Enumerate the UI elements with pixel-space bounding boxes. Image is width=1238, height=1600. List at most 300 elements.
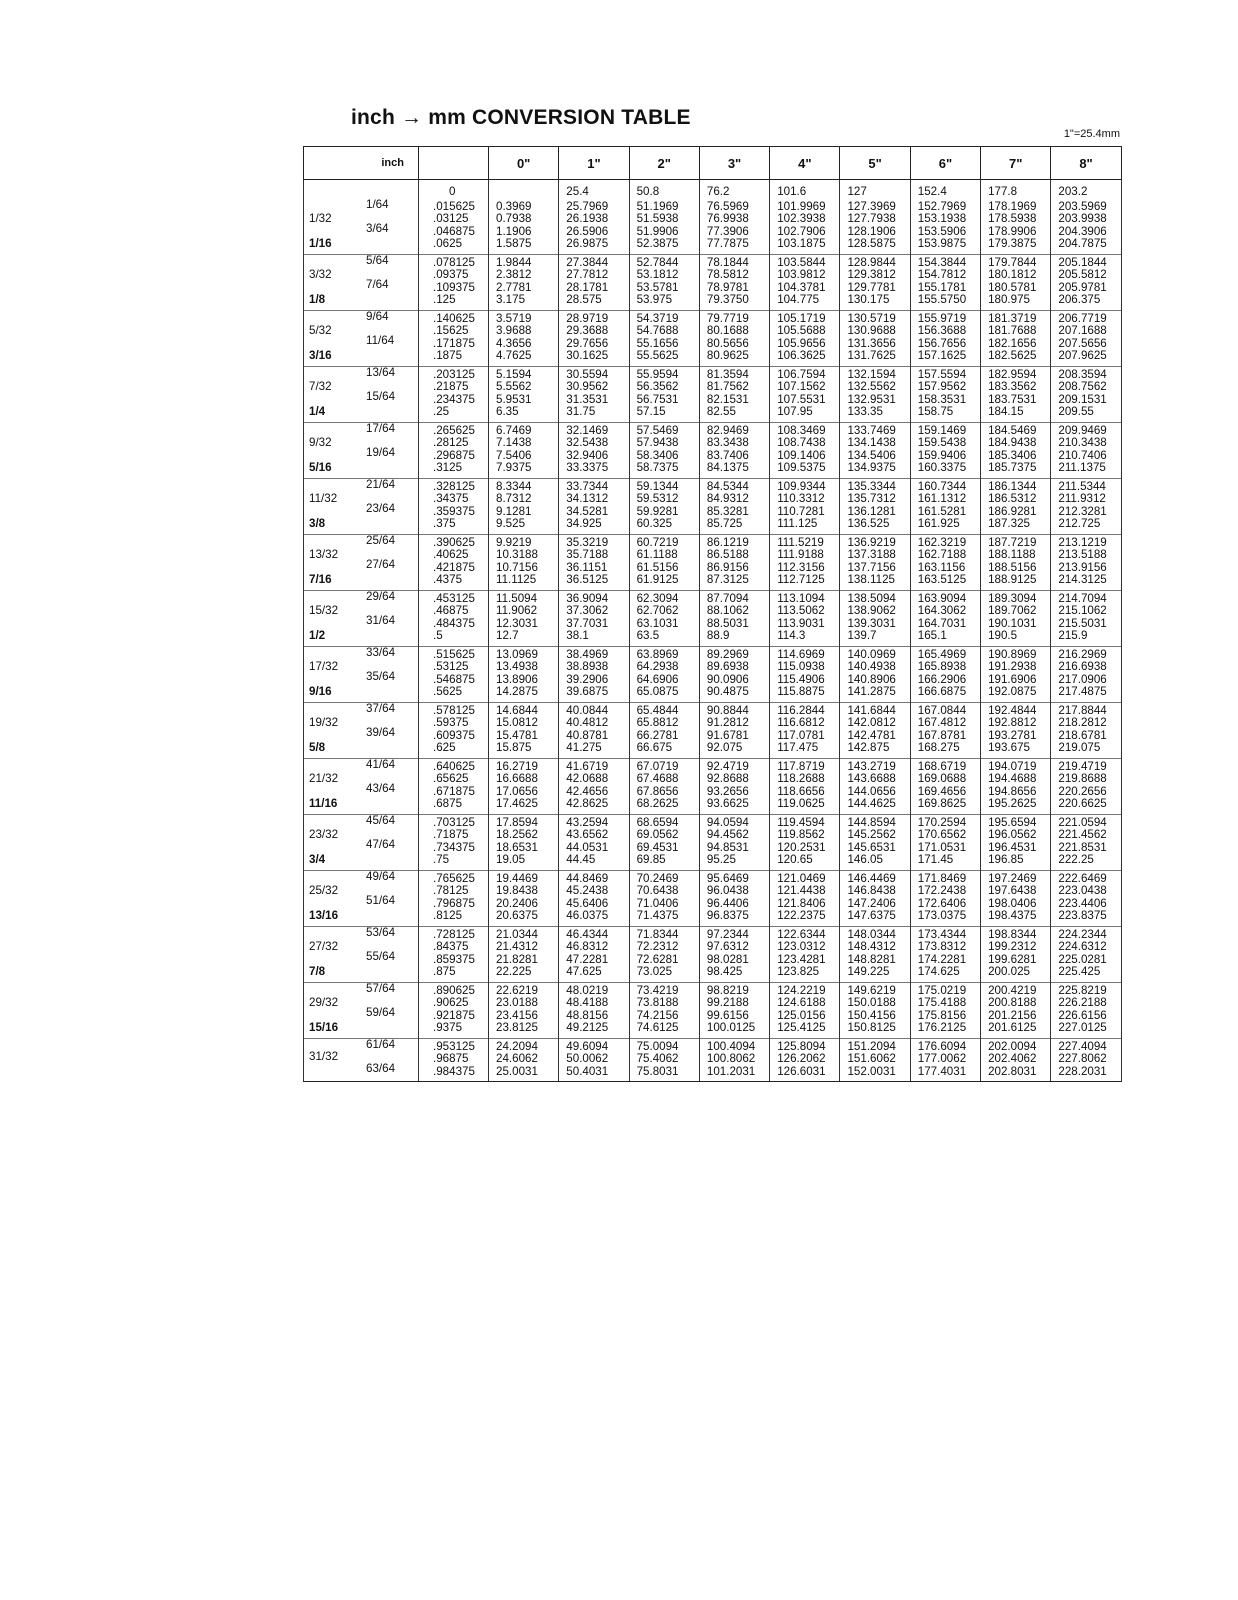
- value-cell: [770, 366, 840, 422]
- mm-value: 108.7438: [777, 436, 826, 449]
- inch-cell: [304, 422, 419, 478]
- mm-value: 34.1312: [566, 492, 609, 505]
- fraction-64-label: 5/64: [366, 253, 389, 267]
- decimal-value: .875: [433, 965, 456, 978]
- mm-value: 47.625: [566, 965, 602, 978]
- inch-cell: [304, 180, 419, 199]
- mm-value: 167.4812: [917, 716, 967, 729]
- decimal-cell: [419, 590, 489, 646]
- mm-value: 0.3969: [496, 199, 532, 213]
- mm-value: 98.0281: [706, 952, 749, 966]
- mm-value: 143.6688: [847, 772, 896, 785]
- mm-value: 116.2844: [777, 703, 825, 717]
- fraction-64-label: 61/64: [366, 1037, 396, 1051]
- decimal-value: .53125: [433, 660, 469, 673]
- mm-value: 79.3750: [706, 293, 749, 306]
- mm-value: 190.1031: [988, 616, 1037, 630]
- mm-value: 204.3906: [1058, 224, 1107, 238]
- mm-value: 128.1906: [847, 224, 896, 238]
- mm-value: 43.2594: [566, 815, 609, 829]
- mm-value: 141.6844: [847, 703, 896, 717]
- mm-value: 67.4688: [636, 772, 679, 785]
- decimal-value: .15625: [433, 324, 469, 337]
- mm-value: 178.1969: [988, 199, 1037, 213]
- mm-value: 118.6656: [777, 784, 825, 798]
- mm-value: 130.175: [847, 293, 890, 306]
- value-cell: [910, 310, 980, 366]
- mm-value: 142.875: [847, 741, 890, 754]
- mm-value: 26.9875: [566, 237, 609, 250]
- mm-value: 157.5594: [917, 367, 967, 381]
- decimal-value: .609375: [433, 728, 475, 742]
- value-cell: [840, 310, 910, 366]
- mm-value: 217.4875: [1058, 685, 1107, 698]
- mm-value: 143.2719: [847, 759, 896, 773]
- mm-value: 159.5438: [917, 436, 967, 449]
- mm-value: 14.2875: [496, 685, 538, 698]
- mm-value: 193.2781: [988, 728, 1037, 742]
- mm-value: 214.7094: [1058, 591, 1107, 605]
- mm-value: 16.2719: [496, 759, 538, 773]
- mm-value: 66.675: [636, 741, 673, 754]
- value-cell: [840, 199, 910, 255]
- mm-value: 97.6312: [706, 940, 749, 953]
- decimal-value: .734375: [433, 840, 475, 854]
- fraction-32-label: 9/32: [309, 435, 332, 449]
- table-row-group: [304, 870, 1122, 926]
- mm-value: 163.1156: [917, 560, 966, 574]
- mm-value: 222.6469: [1058, 871, 1107, 885]
- value-cell: [1051, 590, 1121, 646]
- value-cell: [559, 646, 629, 702]
- mm-value: 192.0875: [988, 685, 1037, 698]
- value-cell: [1051, 422, 1121, 478]
- value-cell: [840, 366, 910, 422]
- fraction-64-label: 57/64: [366, 981, 396, 995]
- decimal-value: .1875: [433, 349, 463, 362]
- mm-value: 139.3031: [847, 616, 896, 630]
- decimal-value: .703125: [433, 815, 475, 829]
- mm-value: 59.5312: [636, 492, 679, 505]
- mm-value: 24.6062: [496, 1052, 538, 1065]
- mm-value: 40.8781: [566, 728, 609, 742]
- header-inch: inch: [304, 147, 419, 180]
- mm-value: 206.7719: [1058, 311, 1107, 325]
- value-cell: [840, 254, 910, 310]
- decimal-cell: [419, 1038, 489, 1082]
- fraction-32-label: 29/32: [309, 995, 339, 1009]
- mm-value: 185.7375: [988, 461, 1037, 474]
- value-cell: [489, 702, 559, 758]
- fraction-64-label: 7/64: [366, 277, 389, 291]
- value-cell: [1051, 982, 1121, 1038]
- mm-value: 138.5094: [847, 591, 896, 605]
- mm-value: 29.7656: [566, 336, 609, 350]
- mm-value: 215.5031: [1058, 616, 1107, 630]
- value-cell: [981, 702, 1051, 758]
- mm-value: 137.3188: [847, 548, 896, 561]
- value-cell: [489, 310, 559, 366]
- mm-value: 158.3531: [917, 392, 967, 406]
- mm-value: 201.2156: [988, 1008, 1037, 1022]
- mm-value: 36.5125: [566, 573, 609, 586]
- mm-value: 6.7469: [496, 423, 532, 437]
- fraction-32-label: 15/32: [309, 603, 339, 617]
- value-cell: [981, 1038, 1051, 1082]
- value-cell: [559, 982, 629, 1038]
- mm-value: 15.0812: [496, 716, 538, 729]
- value-cell: [489, 814, 559, 870]
- value-cell: 177.8: [981, 180, 1051, 199]
- table-row-group: [304, 1038, 1122, 1082]
- table-row-zero: [304, 180, 1122, 199]
- mm-value: 20.6375: [496, 909, 538, 922]
- mm-value: 46.4344: [566, 927, 609, 941]
- mm-value: 113.5062: [777, 604, 825, 617]
- mm-value: 21.0344: [496, 927, 538, 941]
- mm-value: 165.4969: [917, 647, 967, 661]
- value-cell: [981, 590, 1051, 646]
- mm-value: 123.825: [777, 965, 820, 978]
- mm-value: 73.8188: [636, 996, 679, 1009]
- value-cell: [981, 534, 1051, 590]
- value-cell: [981, 646, 1051, 702]
- mm-value: 225.0281: [1058, 952, 1107, 966]
- decimal-value: .453125: [433, 591, 475, 605]
- mm-value: 89.6938: [706, 660, 749, 673]
- mm-value: 48.0219: [566, 983, 609, 997]
- value-cell: [1051, 534, 1121, 590]
- decimal-value: .859375: [433, 952, 475, 966]
- mm-value: 212.3281: [1058, 504, 1107, 518]
- value-cell: [1051, 310, 1121, 366]
- mm-value: 40.0844: [566, 703, 609, 717]
- mm-value: 190.8969: [988, 647, 1037, 661]
- inch-cell: [304, 254, 419, 310]
- inch-cell: [304, 814, 419, 870]
- mm-value: 94.8531: [706, 840, 749, 854]
- mm-value: 25.7969: [566, 199, 609, 213]
- mm-value: 120.2531: [777, 840, 826, 854]
- mm-value: 123.0312: [777, 940, 826, 953]
- mm-value: 68.6594: [636, 815, 679, 829]
- mm-value: 110.3312: [777, 492, 825, 505]
- decimal-value: .171875: [433, 336, 475, 350]
- value-cell: [559, 870, 629, 926]
- mm-value: 184.15: [988, 405, 1024, 418]
- decimal-value: .578125: [433, 703, 475, 717]
- mm-value: 88.9: [706, 629, 730, 642]
- mm-value: 205.5812: [1058, 268, 1107, 281]
- mm-value: 144.4625: [847, 797, 896, 810]
- mm-value: 195.2625: [988, 797, 1037, 810]
- mm-value: 146.4469: [847, 871, 896, 885]
- mm-value: 104.3781: [777, 280, 826, 294]
- decimal-value: .28125: [433, 436, 469, 449]
- mm-value: 161.1312: [917, 492, 967, 505]
- mm-value: 59.1344: [636, 479, 679, 493]
- value-cell: [770, 422, 840, 478]
- decimal-value: .9375: [433, 1021, 463, 1034]
- mm-value: 3.9688: [496, 324, 532, 337]
- value-cell: [1051, 870, 1121, 926]
- value-cell: [559, 702, 629, 758]
- inch-cell: [304, 478, 419, 534]
- decimal-value: .421875: [433, 560, 475, 574]
- mm-value: 98.8219: [706, 983, 749, 997]
- mm-value: 21.8281: [496, 952, 538, 966]
- scale-note: 1"=25.4mm: [1063, 128, 1120, 140]
- mm-value: 130.5719: [847, 311, 896, 325]
- header-col-2: 2": [629, 147, 699, 180]
- mm-value: 7.1438: [496, 436, 532, 449]
- mm-value: 220.2656: [1058, 784, 1107, 798]
- mm-value: 85.3281: [706, 504, 749, 518]
- mm-value: 148.4312: [847, 940, 896, 953]
- fraction-64-label: 19/64: [366, 445, 396, 459]
- value-cell: 101.6: [770, 180, 840, 199]
- fraction-64-label: 27/64: [366, 557, 396, 571]
- value-cell: [699, 1038, 769, 1082]
- mm-value: 107.1562: [777, 380, 826, 393]
- mm-value: 83.7406: [706, 448, 749, 462]
- conversion-table: [303, 146, 1122, 1082]
- value-cell: [559, 254, 629, 310]
- fraction-64-label: 37/64: [366, 701, 396, 715]
- mm-value: 124.2219: [777, 983, 826, 997]
- mm-value: 172.2438: [917, 884, 967, 897]
- mm-value: 92.8688: [706, 772, 749, 785]
- mm-value: 10.3188: [496, 548, 538, 561]
- mm-value: 122.2375: [777, 909, 826, 922]
- mm-value: 31.75: [566, 405, 596, 418]
- mm-value: 188.9125: [988, 573, 1037, 586]
- decimal-value: .546875: [433, 672, 475, 686]
- fraction-64-label: 51/64: [366, 893, 396, 907]
- inch-cell: [304, 590, 419, 646]
- mm-value: 184.9438: [988, 436, 1037, 449]
- mm-value: 146.8438: [847, 884, 896, 897]
- mm-value: 187.325: [988, 517, 1030, 530]
- value-cell: [699, 199, 769, 255]
- decimal-value: .015625: [433, 199, 475, 213]
- mm-value: 173.8312: [917, 940, 967, 953]
- mm-value: 228.2031: [1058, 1064, 1107, 1078]
- decimal-value: .796875: [433, 896, 475, 910]
- mm-value: 165.8938: [917, 660, 967, 673]
- mm-value: 182.1656: [988, 336, 1037, 350]
- mm-value: 80.9625: [706, 349, 749, 362]
- mm-value: 84.1375: [706, 461, 749, 474]
- fraction-16-label: 5/16: [309, 460, 332, 474]
- mm-value: 30.9562: [566, 380, 609, 393]
- mm-value: 181.3719: [988, 311, 1037, 325]
- mm-value: 218.6781: [1058, 728, 1107, 742]
- mm-value: 0.7938: [496, 212, 532, 225]
- value-cell: [559, 814, 629, 870]
- value-cell: [770, 814, 840, 870]
- mm-value: 55.5625: [636, 349, 679, 362]
- value-cell: [629, 926, 699, 982]
- mm-value: 68.2625: [636, 797, 679, 810]
- fraction-16-label: 11/16: [309, 796, 338, 810]
- mm-value: 218.2812: [1058, 716, 1107, 729]
- mm-value: 19.8438: [496, 884, 538, 897]
- decimal-value: .046875: [433, 224, 475, 238]
- table-row-group: [304, 366, 1122, 422]
- mm-value: 196.4531: [988, 840, 1037, 854]
- mm-value: 156.7656: [917, 336, 967, 350]
- value-cell: [840, 1038, 910, 1082]
- mm-value: 136.9219: [847, 535, 896, 549]
- value-cell: [770, 534, 840, 590]
- mm-value: 209.1531: [1058, 392, 1107, 406]
- value-cell: [559, 590, 629, 646]
- mm-value: 149.225: [847, 965, 890, 978]
- mm-value: 194.4688: [988, 772, 1037, 785]
- value-cell: [1051, 814, 1121, 870]
- mm-value: 160.7344: [917, 479, 967, 493]
- mm-value: 53.5781: [636, 280, 679, 294]
- value-cell: [981, 758, 1051, 814]
- mm-value: 73.4219: [636, 983, 679, 997]
- value-cell: [770, 199, 840, 255]
- mm-value: 71.0406: [636, 896, 679, 910]
- mm-value: 82.55: [706, 405, 736, 418]
- mm-value: 89.2969: [706, 647, 749, 661]
- mm-value: 189.7062: [988, 604, 1037, 617]
- mm-value: 22.225: [496, 965, 532, 978]
- mm-value: 133.7469: [847, 423, 896, 437]
- value-cell: [770, 982, 840, 1038]
- mm-value: 91.6781: [706, 728, 749, 742]
- mm-value: 74.2156: [636, 1008, 679, 1022]
- value-cell: [840, 870, 910, 926]
- mm-value: 108.3469: [777, 423, 826, 437]
- mm-value: 39.6875: [566, 685, 609, 698]
- mm-value: 75.0094: [636, 1039, 679, 1053]
- mm-value: 28.9719: [566, 311, 609, 325]
- mm-value: 32.5438: [566, 436, 609, 449]
- mm-value: 38.8938: [566, 660, 609, 673]
- value-cell: [489, 422, 559, 478]
- mm-value: 7.9375: [496, 461, 532, 474]
- mm-value: 72.2312: [636, 940, 679, 953]
- value-cell: [1051, 199, 1121, 255]
- mm-value: 97.2344: [706, 927, 749, 941]
- decimal-value: .234375: [433, 392, 475, 406]
- mm-value: 63.8969: [636, 647, 679, 661]
- mm-value: 178.9906: [988, 224, 1037, 238]
- mm-value: 114.3: [777, 629, 806, 642]
- mm-value: 222.25: [1058, 853, 1094, 866]
- mm-value: 105.1719: [777, 311, 826, 325]
- mm-value: 165.1: [917, 629, 947, 642]
- value-cell: [1051, 1038, 1121, 1082]
- mm-value: 86.5188: [706, 548, 749, 561]
- value-cell: [629, 758, 699, 814]
- mm-value: 62.7062: [636, 604, 679, 617]
- mm-value: 69.4531: [636, 840, 679, 854]
- decimal-value: .8125: [433, 909, 463, 922]
- value-cell: [699, 590, 769, 646]
- mm-value: 2.3812: [496, 268, 532, 281]
- decimal-value: .90625: [433, 996, 469, 1009]
- value-cell: [559, 366, 629, 422]
- mm-value: 121.8406: [777, 896, 826, 910]
- mm-value: 175.8156: [917, 1008, 967, 1022]
- mm-value: 51.9906: [636, 224, 679, 238]
- inch-cell: [304, 534, 419, 590]
- value-cell: [629, 982, 699, 1038]
- value-cell: [489, 870, 559, 926]
- mm-value: 140.8906: [847, 672, 896, 686]
- mm-value: 82.1531: [706, 392, 749, 406]
- mm-value: 90.4875: [706, 685, 749, 698]
- mm-value: 154.3844: [917, 255, 967, 269]
- mm-value: 11.5094: [496, 591, 538, 605]
- mm-value: 169.0688: [917, 772, 967, 785]
- mm-value: 224.6312: [1058, 940, 1107, 953]
- inch-cell: [304, 702, 419, 758]
- value-cell: [699, 646, 769, 702]
- mm-value: 80.1688: [706, 324, 749, 337]
- mm-value: 5.5562: [496, 380, 532, 393]
- fraction-32-label: 13/32: [309, 547, 339, 561]
- mm-value: 27.3844: [566, 255, 609, 269]
- mm-value: 100.8062: [706, 1052, 756, 1065]
- mm-value: 215.9: [1058, 629, 1088, 642]
- mm-value: 69.0562: [636, 828, 679, 841]
- mm-value: 182.9594: [988, 367, 1037, 381]
- mm-value: 220.6625: [1058, 797, 1107, 810]
- mm-value: 42.0688: [566, 772, 609, 785]
- mm-value: 215.1062: [1058, 604, 1107, 617]
- fraction-64-label: 29/64: [366, 589, 396, 603]
- decimal-value: .46875: [433, 604, 469, 617]
- mm-value: 103.1875: [777, 237, 826, 250]
- fraction-16-label: 7/8: [309, 964, 326, 978]
- mm-value: 78.9781: [706, 280, 749, 294]
- fraction-16-label: 1/16: [309, 236, 332, 250]
- mm-value: 181.7688: [988, 324, 1037, 337]
- mm-value: 26.5906: [566, 224, 609, 238]
- value-cell: [770, 478, 840, 534]
- mm-value: 48.4188: [566, 996, 609, 1009]
- decimal-value: .203125: [433, 367, 475, 381]
- mm-value: 153.1938: [917, 212, 967, 225]
- mm-value: 135.7312: [847, 492, 896, 505]
- mm-value: 80.5656: [706, 336, 749, 350]
- decimal-value: .390625: [433, 535, 475, 549]
- decimal-value: .640625: [433, 759, 475, 773]
- mm-value: 198.8344: [988, 927, 1037, 941]
- mm-value: 55.9594: [636, 367, 679, 381]
- value-cell: [629, 254, 699, 310]
- mm-value: 160.3375: [917, 461, 967, 474]
- value-cell: [489, 199, 559, 255]
- mm-value: 223.0438: [1058, 884, 1107, 897]
- mm-value: 111.5219: [777, 535, 824, 549]
- mm-value: 107.5531: [777, 392, 826, 406]
- value-cell: 25.4: [559, 180, 629, 199]
- decimal-cell: [419, 254, 489, 310]
- mm-value: 62.3094: [636, 591, 679, 605]
- mm-value: 33.7344: [566, 479, 609, 493]
- value-cell: [910, 199, 980, 255]
- value-cell: [840, 478, 910, 534]
- mm-value: 85.725: [706, 517, 743, 530]
